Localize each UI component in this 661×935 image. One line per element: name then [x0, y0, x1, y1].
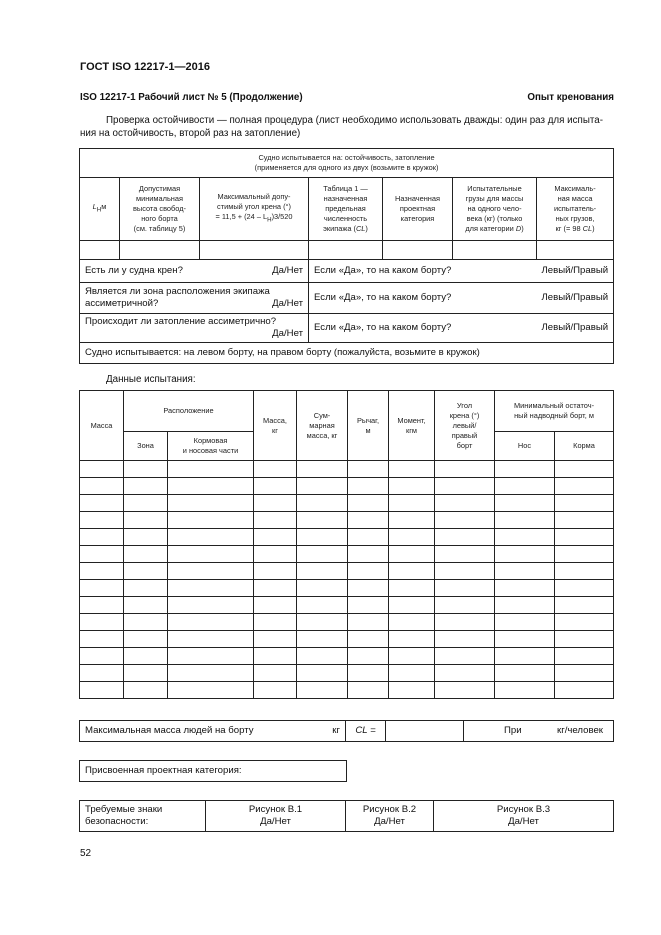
data-cell[interactable]	[168, 614, 254, 631]
data-cell[interactable]	[555, 648, 614, 665]
data-cell[interactable]	[80, 631, 124, 648]
data-cell[interactable]	[495, 614, 555, 631]
data-cell[interactable]	[168, 529, 254, 546]
data-cell[interactable]	[80, 461, 124, 478]
data-cell[interactable]	[348, 546, 389, 563]
col-mass: Масса	[80, 391, 124, 461]
data-cell[interactable]	[254, 614, 297, 631]
data-cell[interactable]	[555, 546, 614, 563]
data-cell[interactable]	[389, 461, 435, 478]
data-cell[interactable]	[254, 461, 297, 478]
data-cell[interactable]	[555, 478, 614, 495]
table-row	[80, 614, 614, 631]
crew-zone-side-question: Если «Да», то на каком борту? Левый/Правый	[309, 283, 614, 314]
data-cell[interactable]	[124, 512, 168, 529]
data-cell[interactable]	[348, 580, 389, 597]
data-cell[interactable]	[348, 631, 389, 648]
data-cell[interactable]	[297, 648, 348, 665]
col-test-weights: Испытательные грузы для массы на одного чело- века (кг) (только для категории D)	[453, 178, 537, 241]
value-cell[interactable]	[120, 241, 200, 260]
data-cell[interactable]	[124, 614, 168, 631]
value-cell[interactable]	[80, 241, 120, 260]
flooding-side-answer[interactable]: Левый/Правый	[541, 322, 609, 333]
data-cell[interactable]	[254, 682, 297, 699]
value-cell[interactable]	[383, 241, 453, 260]
data-cell[interactable]	[495, 665, 555, 682]
cl-label: CL =	[346, 721, 386, 742]
data-cell[interactable]	[168, 563, 254, 580]
data-cell[interactable]	[124, 580, 168, 597]
data-cell[interactable]	[435, 614, 495, 631]
col-design-category: Назначенная проектная категория	[383, 178, 453, 241]
col-min-residual-freeboard: Минимальный остаточ- ный надводный борт, м	[495, 391, 614, 432]
data-cell[interactable]	[297, 614, 348, 631]
data-cell[interactable]	[297, 546, 348, 563]
intro-line-2: ния на остойчивость, второй раз на затопление)	[80, 128, 301, 139]
data-cell[interactable]	[435, 546, 495, 563]
data-cell[interactable]	[297, 682, 348, 699]
col-mass-kg: Масса, кг	[254, 391, 297, 461]
data-cell[interactable]	[124, 461, 168, 478]
data-cell[interactable]	[495, 495, 555, 512]
data-cell[interactable]	[80, 614, 124, 631]
data-cell[interactable]	[297, 512, 348, 529]
heel-side-question: Если «Да», то на каком борту? Левый/Правый	[309, 260, 614, 283]
data-cell[interactable]	[168, 580, 254, 597]
data-cell[interactable]	[168, 597, 254, 614]
data-cell[interactable]	[389, 614, 435, 631]
data-cell[interactable]	[168, 546, 254, 563]
data-cell[interactable]	[555, 495, 614, 512]
data-cell[interactable]	[555, 631, 614, 648]
data-cell[interactable]	[435, 478, 495, 495]
col-stern: Корма	[555, 432, 614, 461]
data-cell[interactable]	[495, 597, 555, 614]
data-cell[interactable]	[495, 512, 555, 529]
data-cell[interactable]	[80, 529, 124, 546]
data-cell[interactable]	[389, 580, 435, 597]
data-cell[interactable]	[168, 512, 254, 529]
crew-zone-answer[interactable]: Да/Нет	[272, 298, 303, 309]
col-crew-limit: Таблица 1 — назначенная предельная численность экипажа (CL)	[309, 178, 383, 241]
data-cell[interactable]	[435, 529, 495, 546]
data-cell[interactable]	[389, 495, 435, 512]
data-cell[interactable]	[124, 682, 168, 699]
data-cell[interactable]	[389, 597, 435, 614]
col-lever: Рычаг, м	[348, 391, 389, 461]
data-cell[interactable]	[435, 665, 495, 682]
data-cell[interactable]	[80, 563, 124, 580]
data-cell[interactable]	[555, 461, 614, 478]
data-cell[interactable]	[297, 478, 348, 495]
data-cell[interactable]	[495, 631, 555, 648]
data-cell[interactable]	[168, 682, 254, 699]
stability-test-table	[79, 148, 614, 364]
col-moment: Момент, кгм	[389, 391, 435, 461]
data-cell[interactable]	[297, 461, 348, 478]
flooding-question: Происходит ли затопление ассиметрично? Да/Нет	[80, 314, 309, 343]
data-cell[interactable]	[389, 529, 435, 546]
data-cell[interactable]	[555, 614, 614, 631]
data-cell[interactable]	[124, 546, 168, 563]
data-cell[interactable]	[168, 478, 254, 495]
heel-answer[interactable]: Да/Нет	[272, 265, 303, 276]
data-cell[interactable]	[348, 682, 389, 699]
value-cell[interactable]	[200, 241, 309, 260]
data-cell[interactable]	[254, 665, 297, 682]
data-cell[interactable]	[348, 495, 389, 512]
data-cell[interactable]	[495, 461, 555, 478]
data-cell[interactable]	[297, 665, 348, 682]
data-cell[interactable]	[297, 495, 348, 512]
data-cell[interactable]	[297, 580, 348, 597]
flooding-answer[interactable]: Да/Нет	[272, 328, 303, 339]
col-sum-mass: Сум- марная масса, кг	[297, 391, 348, 461]
safety-signs-table	[79, 800, 614, 832]
heel-side-answer[interactable]: Левый/Правый	[541, 265, 609, 276]
data-cell[interactable]	[555, 529, 614, 546]
col-zone: Зона	[124, 432, 168, 461]
table-row	[80, 512, 614, 529]
data-cell[interactable]	[124, 529, 168, 546]
data-cell[interactable]	[124, 631, 168, 648]
data-cell[interactable]	[389, 563, 435, 580]
data-cell[interactable]	[348, 478, 389, 495]
data-cell[interactable]	[254, 597, 297, 614]
data-cell[interactable]	[495, 478, 555, 495]
data-cell[interactable]	[435, 563, 495, 580]
test-data-table	[79, 390, 614, 699]
table-row	[80, 529, 614, 546]
data-cell[interactable]	[297, 631, 348, 648]
per-person-cell[interactable]: При кг/человек	[464, 721, 614, 742]
heel-question: Есть ли у судна крен? Да/Нет	[80, 260, 309, 283]
data-cell[interactable]	[348, 614, 389, 631]
data-cell[interactable]	[254, 478, 297, 495]
crew-zone-side-answer[interactable]: Левый/Правый	[541, 292, 609, 303]
table-row	[80, 580, 614, 597]
data-cell[interactable]	[168, 631, 254, 648]
data-cell[interactable]	[168, 461, 254, 478]
data-cell[interactable]	[124, 495, 168, 512]
col-heel-angle: Угол крена (°) левый/ правый борт	[435, 391, 495, 461]
data-cell[interactable]	[435, 512, 495, 529]
page-number: 52	[80, 848, 92, 859]
data-cell[interactable]	[495, 580, 555, 597]
assigned-category-cell[interactable]: Присвоенная проектная категория:	[80, 761, 347, 782]
data-cell[interactable]	[435, 461, 495, 478]
data-cell[interactable]	[555, 597, 614, 614]
data-cell[interactable]	[389, 665, 435, 682]
crew-zone-question: Является ли зона расположения экипажа ассиметричной? Да/Нет	[80, 283, 309, 314]
data-cell[interactable]	[80, 682, 124, 699]
data-cell[interactable]	[389, 648, 435, 665]
sheet-title: ISO 12217-1 Рабочий лист № 5 (Продолжение)	[80, 92, 303, 103]
data-cell[interactable]	[348, 529, 389, 546]
data-cell[interactable]	[254, 495, 297, 512]
data-cell[interactable]	[348, 597, 389, 614]
flooding-side-question: Если «Да», то на каком борту? Левый/Правый	[309, 314, 614, 343]
data-cell[interactable]	[168, 648, 254, 665]
data-cell[interactable]	[435, 682, 495, 699]
document-id: ГОСТ ISO 12217-1—2016	[80, 61, 210, 73]
figure-b3-cell[interactable]: Рисунок В.3 Да/Нет	[434, 801, 614, 832]
data-cell[interactable]	[435, 597, 495, 614]
col-min-freeboard: Допустимая минимальная высота свобод- ного борта (см. таблицу 5)	[120, 178, 200, 241]
data-cell[interactable]	[80, 597, 124, 614]
data-cell[interactable]	[168, 495, 254, 512]
data-cell[interactable]	[495, 529, 555, 546]
value-cell[interactable]	[309, 241, 383, 260]
data-cell[interactable]	[80, 478, 124, 495]
col-bow: Нос	[495, 432, 555, 461]
data-cell[interactable]	[80, 580, 124, 597]
data-cell[interactable]	[254, 580, 297, 597]
data-cell[interactable]	[348, 563, 389, 580]
data-cell[interactable]	[80, 495, 124, 512]
data-cell[interactable]	[555, 512, 614, 529]
data-cell[interactable]	[495, 563, 555, 580]
data-cell[interactable]	[254, 563, 297, 580]
col-location: Расположение	[124, 391, 254, 432]
data-cell[interactable]	[80, 512, 124, 529]
data-cell[interactable]	[254, 546, 297, 563]
value-cell[interactable]	[537, 241, 614, 260]
data-cell[interactable]	[124, 648, 168, 665]
max-people-mass-table	[79, 720, 614, 742]
data-cell[interactable]	[389, 512, 435, 529]
table-row	[80, 631, 614, 648]
data-cell[interactable]	[297, 597, 348, 614]
data-cell[interactable]	[435, 495, 495, 512]
data-cell[interactable]	[348, 648, 389, 665]
data-cell[interactable]	[435, 631, 495, 648]
data-cell[interactable]	[80, 665, 124, 682]
data-cell[interactable]	[435, 648, 495, 665]
table-row	[80, 546, 614, 563]
data-cell[interactable]	[495, 648, 555, 665]
data-cell[interactable]	[348, 512, 389, 529]
data-cell[interactable]	[297, 563, 348, 580]
test-data-label: Данные испытания:	[106, 374, 196, 385]
data-cell[interactable]	[80, 648, 124, 665]
col-max-test-mass: Максималь- ная масса испытатель- ных грузов, кг (= 98 CL)	[537, 178, 614, 241]
data-cell[interactable]	[555, 682, 614, 699]
data-cell[interactable]	[555, 563, 614, 580]
data-cell[interactable]	[389, 631, 435, 648]
table-row	[80, 597, 614, 614]
table-row	[80, 665, 614, 682]
table-row	[80, 461, 614, 478]
table-row	[80, 648, 614, 665]
data-cell[interactable]	[124, 563, 168, 580]
table-row	[80, 682, 614, 699]
tested-side-row[interactable]: Судно испытывается: на левом борту, на правом борту (пожалуйста, возьмите в кружок)	[80, 343, 614, 364]
table-row	[80, 495, 614, 512]
table-row	[80, 563, 614, 580]
intro-line-1: Проверка остойчивости — полная процедура (лист необходимо использовать дважды: один раз для испыта-	[106, 115, 603, 126]
col-length: $L_Hм$	[80, 178, 120, 241]
figure-b1-cell[interactable]: Рисунок В.1 Да/Нет	[206, 801, 346, 832]
data-cell[interactable]	[124, 597, 168, 614]
value-cell[interactable]	[453, 241, 537, 260]
assigned-category-table	[79, 760, 347, 782]
data-cell[interactable]	[348, 665, 389, 682]
data-cell[interactable]	[80, 546, 124, 563]
data-cell[interactable]	[495, 546, 555, 563]
section-title: Опыт кренования	[527, 92, 614, 103]
col-max-heel: Максимальный допу- стимый угол крена (°) = $11,5 + (24 - L_H)3/520$	[200, 178, 309, 241]
data-cell[interactable]	[389, 478, 435, 495]
data-cell[interactable]	[348, 461, 389, 478]
table-row	[80, 478, 614, 495]
data-cell[interactable]	[124, 665, 168, 682]
data-cell[interactable]	[254, 512, 297, 529]
figure-b2-cell[interactable]: Рисунок В.2 Да/Нет	[346, 801, 434, 832]
col-stern-bow: Кормовая и носовая части	[168, 432, 254, 461]
data-cell[interactable]	[435, 580, 495, 597]
cl-value[interactable]	[386, 721, 464, 742]
data-cell[interactable]	[168, 665, 254, 682]
data-cell[interactable]	[254, 631, 297, 648]
data-cell[interactable]	[254, 648, 297, 665]
safety-signs-label: Требуемые знаки безопасности:	[80, 801, 206, 832]
data-cell[interactable]	[124, 478, 168, 495]
data-cell[interactable]	[389, 546, 435, 563]
data-cell[interactable]	[555, 665, 614, 682]
data-cell[interactable]	[555, 580, 614, 597]
data-cell[interactable]	[495, 682, 555, 699]
data-cell[interactable]	[389, 682, 435, 699]
test-type-header: Судно испытывается на: остойчивость, затопление (применяется для одного из двух (возьмите в кружок)	[80, 149, 614, 178]
data-cell[interactable]	[254, 529, 297, 546]
max-people-mass-cell[interactable]: Максимальная масса людей на борту кг	[80, 721, 346, 742]
data-cell[interactable]	[297, 529, 348, 546]
